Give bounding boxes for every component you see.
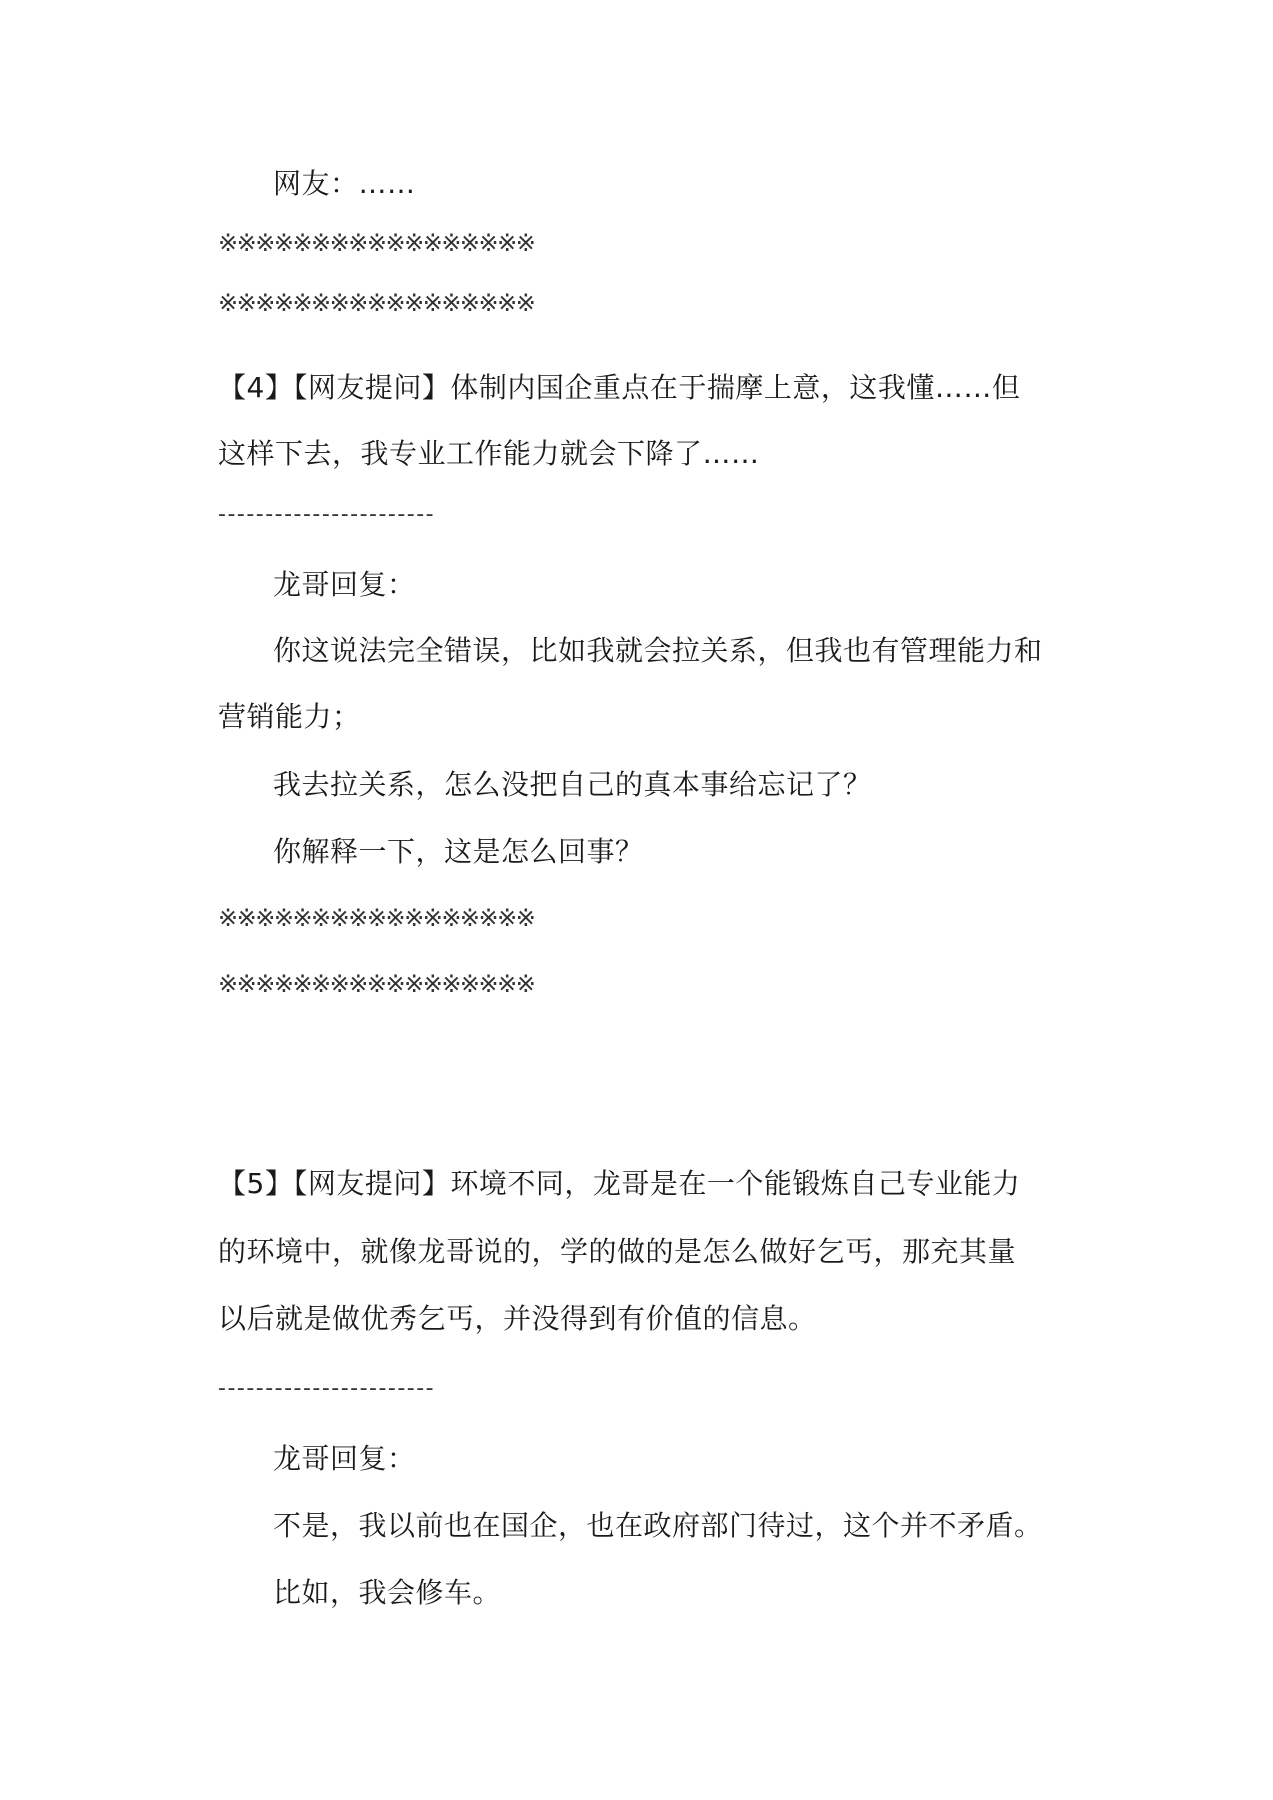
separator-marks: ※※※※※※※※※※※※※※※※※ xyxy=(218,229,535,257)
reply-heading: 龙哥回复： xyxy=(273,1442,416,1475)
question-4-line-2: 这样下去，我专业工作能力就会下降了…… xyxy=(218,437,760,470)
reply-heading: 龙哥回复： xyxy=(273,568,416,601)
netizen-line: 网友：…… xyxy=(273,167,416,200)
question-5-line-2: 的环境中，就像龙哥说的，学的做的是怎么做好乞丐，那充其量 xyxy=(218,1235,1017,1268)
dash-divider: ----------------------- xyxy=(218,502,436,527)
reply-4-line-4: 你解释一下，这是怎么回事？ xyxy=(273,835,644,868)
reply-4-line-2: 营销能力； xyxy=(218,700,361,733)
reply-5-line-2: 比如，我会修车。 xyxy=(273,1576,502,1609)
question-5-line-3: 以后就是做优秀乞丐，并没得到有价值的信息。 xyxy=(218,1302,817,1335)
separator-marks: ※※※※※※※※※※※※※※※※※ xyxy=(218,970,535,998)
dash-divider: ----------------------- xyxy=(218,1376,436,1401)
reply-4-line-3: 我去拉关系，怎么没把自己的真本事给忘记了？ xyxy=(273,768,872,801)
separator-marks: ※※※※※※※※※※※※※※※※※ xyxy=(218,904,535,932)
reply-4-line-1: 你这说法完全错误，比如我就会拉关系，但我也有管理能力和 xyxy=(273,634,1043,667)
question-5-line-1: 【5】【网友提问】环境不同，龙哥是在一个能锻炼自己专业能力 xyxy=(218,1167,1021,1200)
question-4-line-1: 【4】【网友提问】体制内国企重点在于揣摩上意，这我懂……但 xyxy=(218,371,1021,404)
separator-marks: ※※※※※※※※※※※※※※※※※ xyxy=(218,289,535,317)
reply-5-line-1: 不是，我以前也在国企，也在政府部门待过，这个并不矛盾。 xyxy=(273,1509,1043,1542)
